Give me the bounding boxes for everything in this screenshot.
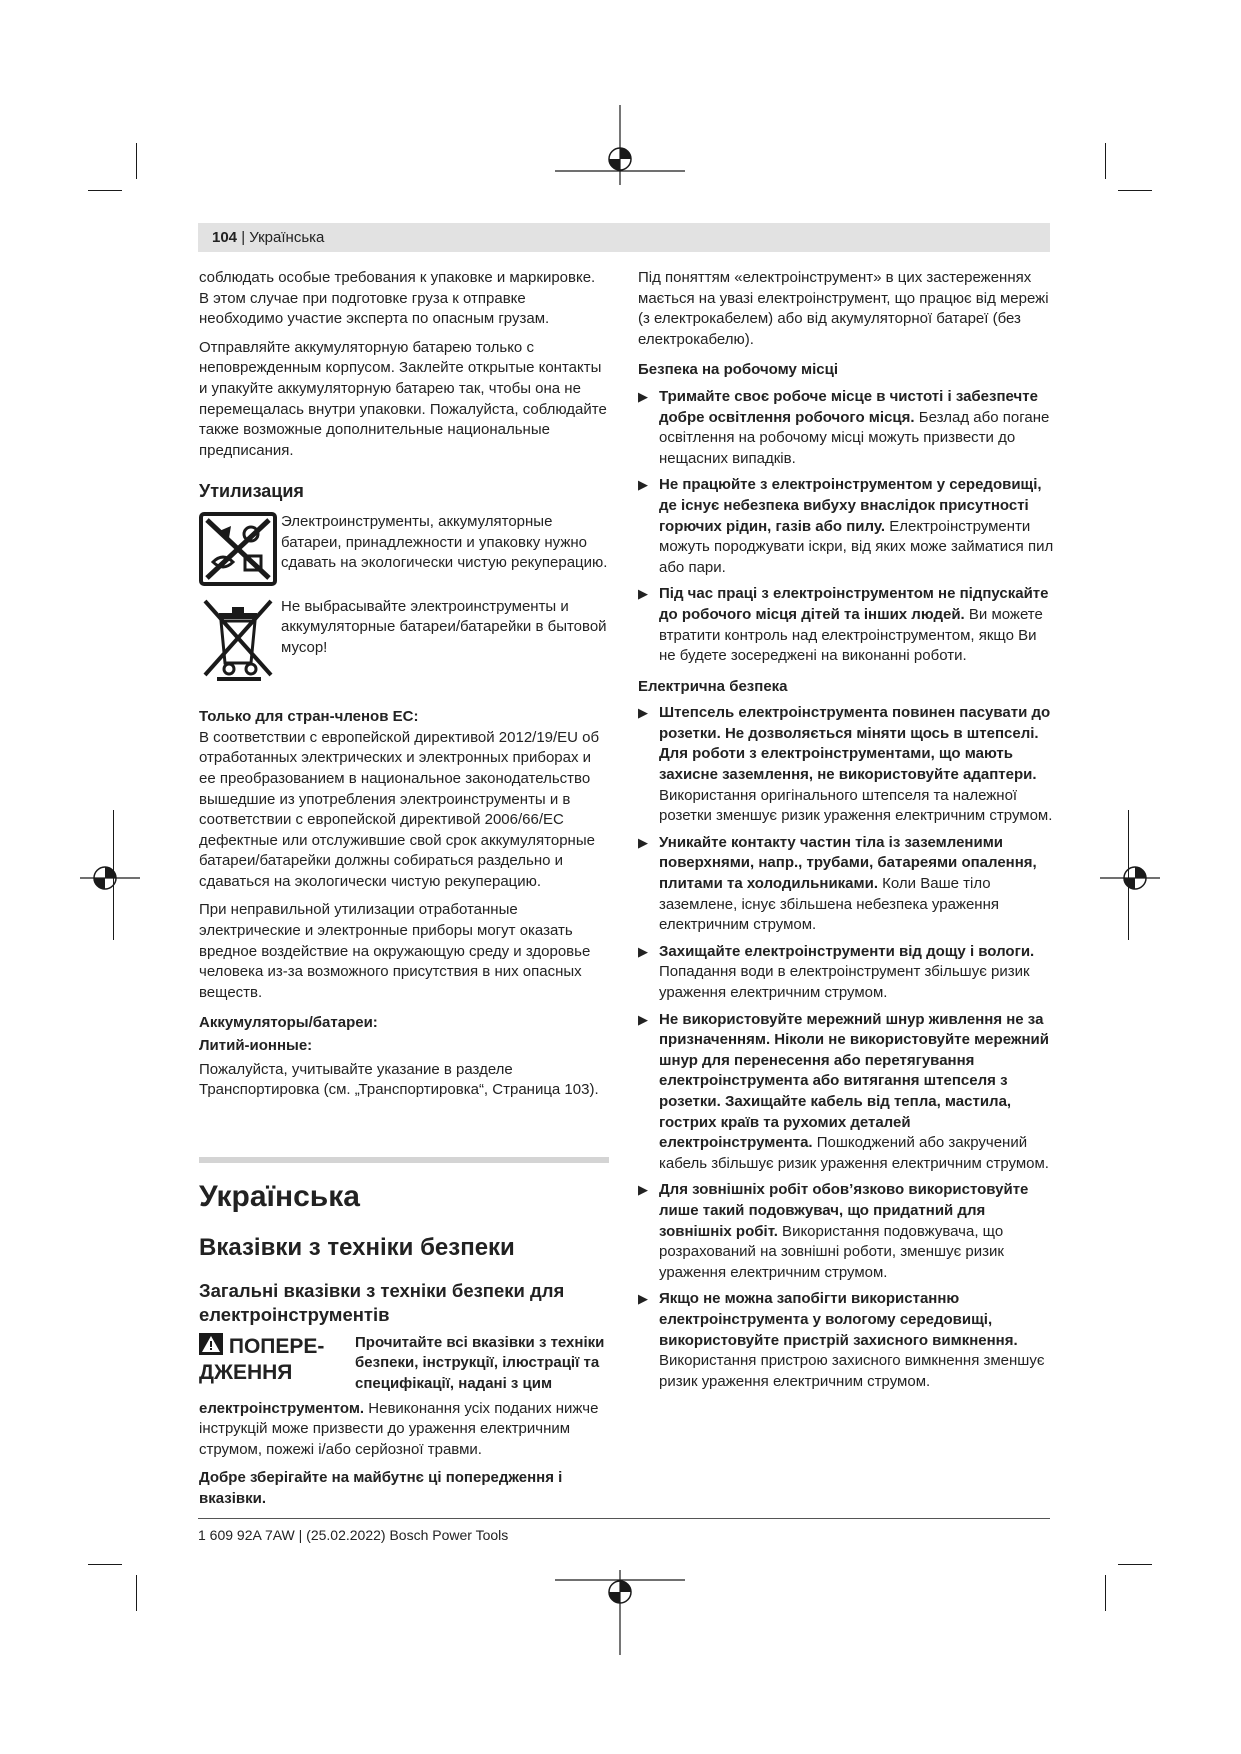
general-safety-title: Загальні вказівки з техніки безпеки для електроінструментів xyxy=(199,1279,565,1325)
bullet-text: Безлад або погане освітлення на робочому місці можуть призвести до нещасних випадків. xyxy=(659,408,1050,467)
electrical-safety-title: Електрична безпека xyxy=(638,677,788,695)
bullet-bold: Під час праці з електроінструментом не підпускайте до робочого місця дітей та інших людей. xyxy=(659,585,1049,623)
disposal-text-2: Не выбрасывайте электроинструменты и аккумуляторные батареи/батарейки в бытовой мусор! xyxy=(281,597,607,656)
recycling-no-waste-icon xyxy=(199,512,277,586)
bullet-arrow-icon: ▶ xyxy=(638,943,648,959)
paragraph: Отправляйте аккумуляторную батарею только с неповрежденным корпусом. Заклейте открытые контакты и упакуйте аккумуляторную батарею так, чтобы она не перемещалась внутри упаковки. Пожалуйста, соблюдайте также возможные дополнительные национальные предписания. xyxy=(199,338,607,459)
list-item xyxy=(638,942,1056,1004)
list-item xyxy=(638,833,1056,936)
bullet-arrow-icon: ▶ xyxy=(638,1011,648,1027)
header-separator: | xyxy=(237,229,250,246)
bullet-bold: Не працюйте з електроінструментом у середовищі, де існує небезпека вибуху внаслідок присутності горючих рідин, газів або пилу. xyxy=(659,476,1042,535)
harm-paragraph: При неправильной утилизации отработанные электрические и электронные приборы могут оказать вредное воздействие на окружающую среду и здоровье человека из-за возможного присутствия в них опасных веществ. xyxy=(199,901,591,1001)
work-area-title: Безпека на робочому місці xyxy=(638,361,839,379)
bullet-bold: Уникайте контакту частин тіла із заземленими поверхнями, напр., трубами, батареями опалення, плитами та холодильниками. xyxy=(659,833,1037,893)
intro-paragraph: Під поняттям «електроінструмент» в цих застереженнях мається на увазі електроінструмент, що працює від мережі (з електрокабелем) або від акумуляторної батареї (без електрокабелю). xyxy=(638,269,1049,348)
disposal-text-1: Электроинструменты, аккумуляторные батареи, принадлежности и упаковку нужно сдавать на экологически чистую рекуперацию. xyxy=(281,512,608,572)
list-item xyxy=(638,1010,1056,1175)
crop-mark xyxy=(88,190,122,191)
page-header xyxy=(198,223,1050,252)
bullet-arrow-icon: ▶ xyxy=(638,586,648,602)
bullet-bold: Захищайте електроінструменти від дощу і вологи. xyxy=(659,942,1035,960)
bullet-text: Попадання води в електроінструмент збільшує ризик ураження електричним струмом. xyxy=(659,963,1030,1001)
page-number: 104 xyxy=(212,229,238,246)
list-item xyxy=(638,703,1056,827)
bullet-arrow-icon: ▶ xyxy=(638,834,648,850)
list-item xyxy=(638,387,1056,469)
disposal-heading: Утилизация xyxy=(199,481,304,502)
crop-mark xyxy=(1105,1575,1106,1611)
list-item xyxy=(638,584,1056,666)
bullet-bold: Для зовнішніх робіт обов’язково використовуйте лише такий подовжувач, що придатний для зовнішніх робіт. xyxy=(659,1181,1029,1240)
bullet-text: Пошкоджений або закручений кабель збільшує ризик ураження електричним струмом. xyxy=(659,1134,1049,1172)
left-column xyxy=(199,268,609,1510)
footer-rule xyxy=(198,1518,1050,1519)
list-item xyxy=(638,475,1056,578)
liion-paragraph: Пожалуйста, учитывайте указание в разделе Транспортировка (см. „Транспортировка“, Страница 103). xyxy=(199,1060,599,1099)
paragraph: соблюдать особые требования к упаковке и маркировке. В этом случае при подготовке груза к отправке необходимо участие эксперта по опасным грузам. xyxy=(199,269,596,328)
eu-paragraph: В соответствии с европейской директивой 2012/19/EU об отработанных электрических и электронных приборах и ее преобразованием в национальное законодательство вышедшие из употребления электроинструменты и в соответствии с европейской директивой 2006/66/EC дефектные или отслужившие свой срок аккумуляторные батареи/батарейки должны собираться раздельно и сдаваться на экологически чистую рекуперацию. xyxy=(199,728,600,890)
crossed-bin-icon xyxy=(199,597,277,683)
bullet-bold: Якщо не можна запобігти використанню електроінструмента у вологому середовищі, використовуйте пристрій захисного вимкнення. xyxy=(659,1290,1018,1349)
bullet-bold: Не використовуйте мережний шнур живлення не за призначенням. Ніколи не використовуйте мережний шнур для перенесення або перетягування електроінструмента або витягання штепселя з розетки. Захищайте кабель від тепла, мастила, гострих країв та рухомих деталей електроінструмента. xyxy=(659,1010,1049,1152)
list-item xyxy=(638,1180,1056,1283)
warning-continuation-bold: електроінструментом. xyxy=(199,1399,365,1417)
list-item xyxy=(638,1289,1056,1392)
battery-heading: Аккумуляторы/батареи: xyxy=(199,1014,378,1032)
right-column xyxy=(638,268,1056,1392)
bullet-arrow-icon: ▶ xyxy=(638,1182,648,1198)
bullet-bold: Тримайте своє робоче місце в чистоті і забезпечте добре освітлення робочого місця. xyxy=(659,387,1038,426)
eu-heading: Только для стран-членов ЕС: xyxy=(199,708,419,726)
header-language: Українська xyxy=(249,229,325,246)
header-text xyxy=(212,229,324,246)
keep-instructions: Добре зберігайте на майбутнє ці попередження і вказівки. xyxy=(199,1469,563,1507)
disposal-row-1 xyxy=(199,512,609,593)
safety-title: Вказівки з техніки безпеки xyxy=(199,1233,515,1261)
crop-mark xyxy=(1118,190,1152,191)
warning-label: ПОПЕРЕ-ДЖЕННЯ xyxy=(199,1334,325,1384)
footer-text: 1 609 92A 7AW | (25.02.2022) Bosch Power Tools xyxy=(198,1527,509,1543)
warning-triangle-icon xyxy=(199,1333,223,1355)
crop-mark xyxy=(136,1575,137,1611)
bullet-text: Використання пристрою захисного вимкнення зменшує ризик ураження електричним струмом. xyxy=(659,1352,1045,1390)
warning-block xyxy=(199,1333,609,1395)
bullet-text: Коли Ваше тіло заземлене, існує збільшена небезпека ураження електричним струмом. xyxy=(659,875,999,934)
bullet-text: Використання подовжувача, що розрахований на зовнішні роботи, зменшує ризик ураження електричним струмом. xyxy=(659,1222,1004,1281)
registration-mark-bottom xyxy=(555,1570,685,1655)
registration-mark-right xyxy=(1100,860,1160,896)
registration-mark-top xyxy=(555,105,685,190)
language-title: Українська xyxy=(199,1179,360,1213)
bullet-bold: Штепсель електроінструмента повинен пасувати до розетки. Не дозволяється міняти щось в штепселі. Для роботи з електроінструментами, що мають захисне заземлення, не використовуйте адаптери. xyxy=(659,704,1051,784)
crop-mark xyxy=(136,143,137,179)
warning-continuation: Невиконання усіх поданих нижче інструкцій може призвести до ураження електричним струмом, пожежі і/або серйозної травми. xyxy=(199,1399,599,1458)
bullet-text: Електроінструменти можуть породжувати іскри, від яких може займатися пил або пари. xyxy=(659,517,1054,576)
crop-mark xyxy=(1118,1564,1152,1565)
bullet-text: Ви можете втратити контроль над електроінструментом, якщо Ви не будете зосереджені на виконанні роботи. xyxy=(659,605,1043,665)
bullet-text: Використання оригінального штепселя та належної розетки зменшує ризик ураження електричним струмом. xyxy=(659,786,1053,825)
bullet-arrow-icon: ▶ xyxy=(638,388,648,404)
disposal-row-2 xyxy=(199,597,609,690)
bullet-arrow-icon: ▶ xyxy=(638,1291,648,1307)
bullet-arrow-icon: ▶ xyxy=(638,477,648,493)
crop-mark xyxy=(88,1564,122,1565)
bullet-arrow-icon: ▶ xyxy=(638,705,648,721)
liion-heading: Литий-ионные: xyxy=(199,1037,313,1055)
registration-mark-left xyxy=(80,860,140,896)
warning-text: Прочитайте всі вказівки з техніки безпеки, інструкції, ілюстрації та специфікації, надані з цим xyxy=(355,1333,605,1392)
section-divider xyxy=(199,1157,609,1163)
crop-mark xyxy=(1105,143,1106,179)
